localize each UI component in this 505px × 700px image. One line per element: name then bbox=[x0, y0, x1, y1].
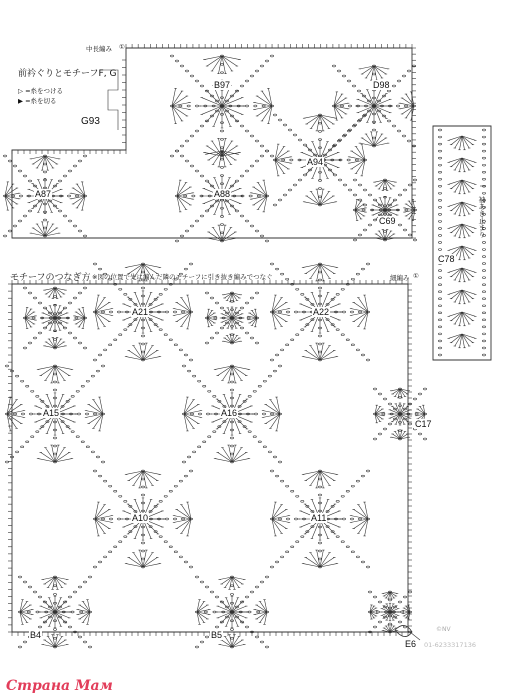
sleeve-opening-note: 袖あき止まり bbox=[478, 196, 486, 238]
motif-joining-title: モチーフのつなぎ方 bbox=[10, 273, 91, 283]
legend-cut-yarn: ▶ =糸を切る bbox=[18, 97, 57, 105]
motif-label-a16: A16 bbox=[221, 408, 238, 418]
motif-joining-note: ※図の位置で先に編んだ隣のモチーフに引き抜き編みでつなぐ bbox=[92, 273, 273, 281]
bottom-row-number: ① bbox=[413, 272, 419, 280]
motif-label-a15: A15 bbox=[43, 408, 60, 418]
front-neckline-title: 前衿ぐりとモチーフF, G bbox=[18, 69, 117, 79]
motif-label-a87: A87 bbox=[35, 189, 52, 199]
top-row-number: ① bbox=[119, 43, 125, 51]
bottom-stitch-note: 細編み bbox=[390, 274, 410, 282]
motif-label-g93: G93 bbox=[81, 116, 100, 127]
chart-lines bbox=[3, 44, 491, 648]
motif-label-a94: A94 bbox=[307, 157, 324, 167]
motif-label-b5: B5 bbox=[211, 630, 223, 640]
motif-label-e6: E6 bbox=[405, 639, 417, 649]
motif-label-a21: A21 bbox=[132, 307, 149, 317]
motif-label-a10: A10 bbox=[132, 513, 149, 523]
motif-label-a11: A11 bbox=[311, 513, 327, 523]
motif-label-d98: D98 bbox=[373, 80, 390, 90]
publisher-code: 01-6233317136 bbox=[424, 641, 476, 649]
motif-label-c78: C78 bbox=[438, 254, 455, 264]
motif-label-c69: C69 bbox=[379, 216, 396, 226]
motif-label-b4: B4 bbox=[30, 630, 42, 640]
top-stitch-note: 中長編み bbox=[86, 45, 112, 53]
motif-label-a22: A22 bbox=[313, 307, 330, 317]
motif-label-a88: A88 bbox=[214, 189, 231, 199]
site-watermark: Страна Мам bbox=[6, 678, 113, 694]
publisher-stamp: ©NV bbox=[436, 626, 451, 633]
motif-label-c17: C17 bbox=[415, 419, 432, 429]
legend-attach-yarn: ▷ =糸をつける bbox=[18, 87, 64, 95]
motif-label-b97: B97 bbox=[214, 80, 231, 90]
